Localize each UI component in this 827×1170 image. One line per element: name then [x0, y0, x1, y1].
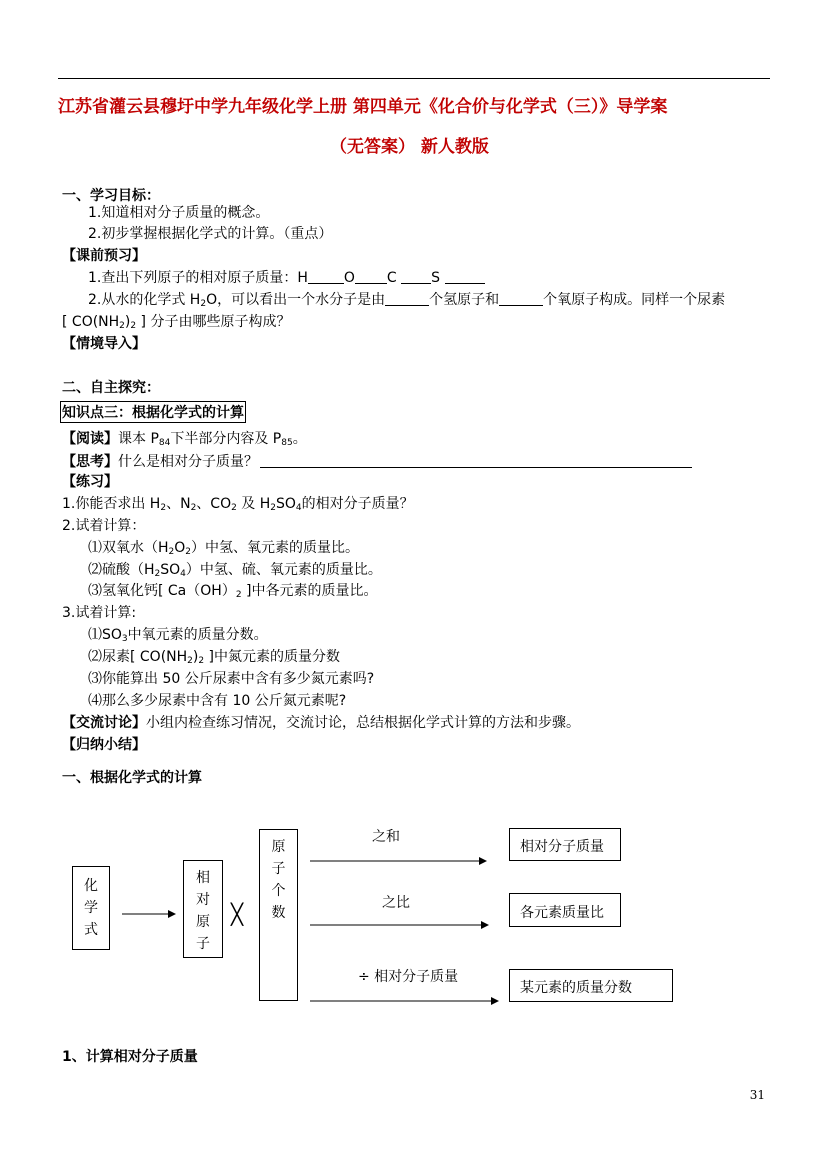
practice-2-1: ⑴双氧水$(H_2O_2)$中氢、氧元素的质量比。 — [88, 540, 360, 557]
diagram-heading: 一、根据化学式的计算 — [62, 770, 202, 786]
practice-1: 1.你能否求出 $H_2$、$N_2$、$CO_2$ 及 $H_2SO_4$的相对分子质量？ — [62, 496, 414, 513]
think-line: 【思考】什么是相对分子质量？ — [62, 451, 692, 471]
atomic-mass-box: 相 对 原 子 — [183, 860, 223, 958]
result-relative-molecular-mass: 相对分子质量 — [509, 828, 621, 861]
subsection-heading: 1、计算相对分子质量 — [62, 1049, 198, 1065]
practice-3-1: $⑴SO_3$中氧元素的质量分数。 — [88, 627, 268, 644]
practice-3: 3.试着计算: — [62, 605, 137, 621]
read-line: 【阅读】课本 $P_{84}$下半部分内容及 $P_{85}$。 — [62, 431, 307, 448]
practice-2-2: ⑵硫酸$(H_2SO_4)$中氢、硫、氧元素的质量比。 — [88, 562, 382, 579]
multiply-cross-icon: ╳ — [231, 902, 244, 926]
preview-q2-cont: [ $CO(NH_2)_2$ ] 分子由哪些原子构成？ — [62, 314, 291, 331]
goal-2: 2.初步掌握根据化学式的计算。（重点） — [88, 226, 333, 242]
goal-1: 1.知道相对分子质量的概念。 — [88, 205, 270, 221]
label-divide: ÷ 相对分子质量 — [358, 969, 459, 985]
intro-heading: 【情境导入】 — [62, 336, 146, 352]
practice-2-3: ⑶氢氧化钙[ $Ca(OH)_2$ ]中各元素的质量比。 — [88, 583, 378, 600]
result-element-mass-ratio: 各元素质量比 — [509, 893, 621, 927]
label-ratio: 之比 — [382, 895, 410, 911]
page-number: 31 — [749, 1088, 765, 1102]
result-element-mass-fraction: 某元素的质量分数 — [509, 969, 673, 1002]
practice-heading: 【练习】 — [62, 474, 118, 490]
knowledge-point-box: 知识点三：根据化学式的计算 — [60, 401, 246, 423]
discuss-line: 【交流讨论】小组内检查练习情况，交流讨论，总结根据化学式计算的方法和步骤。 — [62, 715, 580, 731]
formula-box: 化 学 式 — [72, 866, 110, 950]
preview-q1: 1.查出下列原子的相对原子质量：H O C S — [88, 267, 485, 287]
page-title-line1: 江苏省灌云县穆圩中学九年级化学上册 第四单元《化合价与化学式（三）》导学案 — [58, 97, 668, 117]
label-sum: 之和 — [372, 829, 400, 845]
section1-heading: 一、学习目标： — [62, 188, 160, 204]
practice-2: 2.试着计算： — [62, 518, 146, 534]
page-title-line2: （无答案） 新人教版 — [330, 137, 489, 157]
section2-heading: 二、自主探究： — [62, 380, 160, 396]
atom-count-box: 原 子 个 数 — [259, 829, 298, 1001]
practice-3-2: ⑵尿素[ $CO(NH_2)_2$ ]中氮元素的质量分数 — [88, 649, 341, 666]
preview-q2: 2.从水的化学式 $H_2O$，可以看出一个水分子是由 个氢原子和 个氧原子构成。同样一个尿素 — [88, 292, 726, 309]
practice-3-4: ⑷那么多少尿素中含有 10 公斤氮元素呢? — [88, 693, 347, 709]
practice-3-3: ⑶你能算出 50 公斤尿素中含有多少氮元素吗? — [88, 671, 375, 687]
summary-heading: 【归纳小结】 — [62, 737, 146, 753]
preview-heading: 【课前预习】 — [62, 248, 146, 264]
